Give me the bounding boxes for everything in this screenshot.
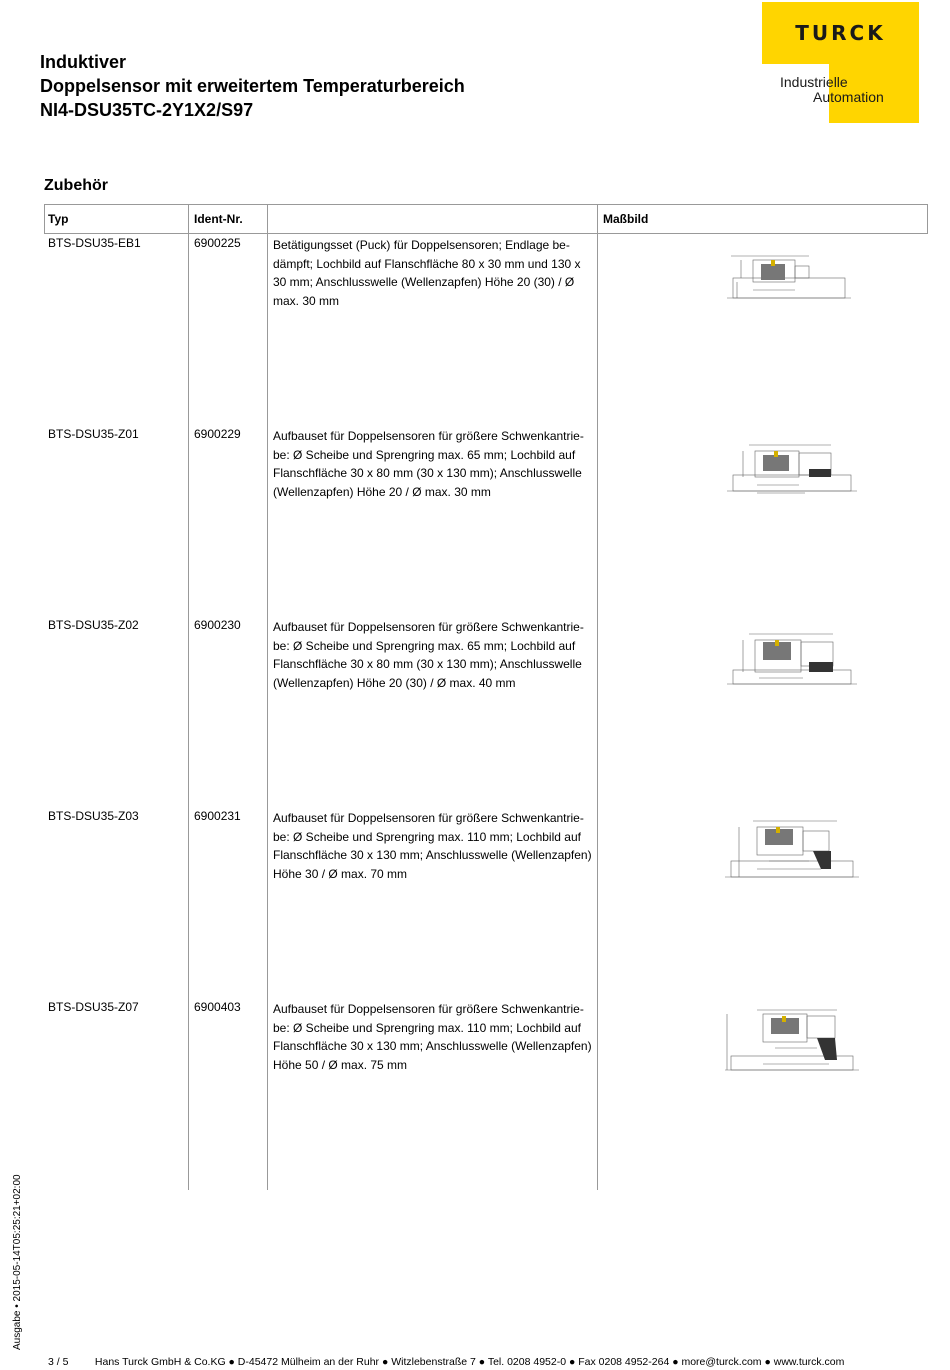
cell-typ: BTS-DSU35-Z03 bbox=[48, 809, 139, 823]
cell-ident-nr: 6900230 bbox=[194, 618, 241, 632]
dimension-drawing bbox=[713, 626, 863, 688]
cell-ident-nr: 6900403 bbox=[194, 1000, 241, 1014]
table-row bbox=[44, 809, 928, 1000]
page-footer bbox=[48, 1356, 844, 1368]
table-header bbox=[44, 204, 928, 234]
logo-tagline-line-2: Automation bbox=[813, 89, 884, 105]
cell-typ: BTS-DSU35-Z02 bbox=[48, 618, 139, 632]
cell-description: Aufbauset für Doppelsensoren für größere Schwenkantrie-be: Ø Scheibe und Sprengring max. 65 mm; Lochbild auf Flanschfläche 30 x 80 mm (30 x 130 mm); Anschlusswelle (Wellenzapfen) Höhe 20 / Ø max. 30 mm bbox=[273, 429, 584, 500]
cell-ident-nr: 6900231 bbox=[194, 809, 241, 823]
table-row bbox=[44, 618, 928, 809]
dimension-drawing bbox=[713, 435, 863, 497]
section-title: Zubehör bbox=[44, 177, 108, 194]
dimension-drawing bbox=[713, 244, 863, 306]
cell-ident-nr: 6900225 bbox=[194, 236, 241, 250]
title-line-2: Doppelsensor mit erweitertem Temperaturbereich bbox=[40, 76, 465, 96]
cell-description: Aufbauset für Doppelsensoren für größere Schwenkantrie-be: Ø Scheibe und Sprengring max. 110 mm; Lochbild auf Flanschfläche 30 x 130 mm; Anschlusswelle (Wellenzapfen) Höhe 50 / Ø max. 75 mm bbox=[273, 1002, 592, 1073]
cell-typ: BTS-DSU35-Z01 bbox=[48, 427, 139, 441]
company-contact-line: Hans Turck GmbH & Co.KG ● D-45472 Mülheim an der Ruhr ● Witzlebenstraße 7 ● Tel. 0208 4952-0 ● Fax 0208 4952-264 ● more@turck.com ● www.turck.com bbox=[94, 1356, 845, 1368]
title-line-3: NI4-DSU35TC-2Y1X2/S97 bbox=[40, 100, 254, 120]
table-row bbox=[44, 427, 928, 618]
dimension-drawing bbox=[713, 817, 863, 879]
title-line-1: Induktiver bbox=[40, 52, 127, 72]
page-number: 3 / 5 bbox=[48, 1356, 69, 1368]
document-title bbox=[40, 50, 600, 122]
dimension-drawing bbox=[713, 1004, 863, 1074]
table-row bbox=[44, 236, 928, 427]
header-massbild: Maßbild bbox=[603, 212, 649, 226]
edition-date-vertical: Ausgabe • 2015-05-14T05:25:21+02:00 bbox=[12, 1174, 23, 1350]
cell-ident-nr: 6900229 bbox=[194, 427, 241, 441]
turck-logo bbox=[762, 2, 919, 123]
cell-description: Aufbauset für Doppelsensoren für größere Schwenkantrie-be: Ø Scheibe und Sprengring max. 110 mm; Lochbild auf Flanschfläche 30 x 130 mm; Anschlusswelle (Wellenzapfen) Höhe 30 / Ø max. 70 mm bbox=[273, 811, 592, 882]
table-row bbox=[44, 1000, 928, 1191]
cell-description: Betätigungsset (Puck) für Doppelsensoren; Endlage be-dämpft; Lochbild auf Flanschfläche 80 x 30 mm und 130 x 30 mm; Anschlusswelle (Wellenzapfen) Höhe 20 (30) / Ø max. 30 mm bbox=[273, 238, 581, 309]
accessories-table bbox=[44, 204, 928, 1190]
cell-description: Aufbauset für Doppelsensoren für größere Schwenkantrie-be: Ø Scheibe und Sprengring max. 65 mm; Lochbild auf Flanschfläche 30 x 80 mm (30 x 130 mm); Anschlusswelle (Wellenzapfen) Höhe 20 (30) / Ø max. 40 mm bbox=[273, 620, 584, 691]
cell-typ: BTS-DSU35-Z07 bbox=[48, 1000, 139, 1014]
logo-tagline-line-1: Industrielle bbox=[780, 74, 848, 90]
header-typ: Typ bbox=[48, 212, 69, 226]
header-ident-nr: Ident-Nr. bbox=[194, 212, 243, 226]
logo-wordmark: TURCK bbox=[795, 21, 886, 45]
cell-typ: BTS-DSU35-EB1 bbox=[48, 236, 141, 250]
